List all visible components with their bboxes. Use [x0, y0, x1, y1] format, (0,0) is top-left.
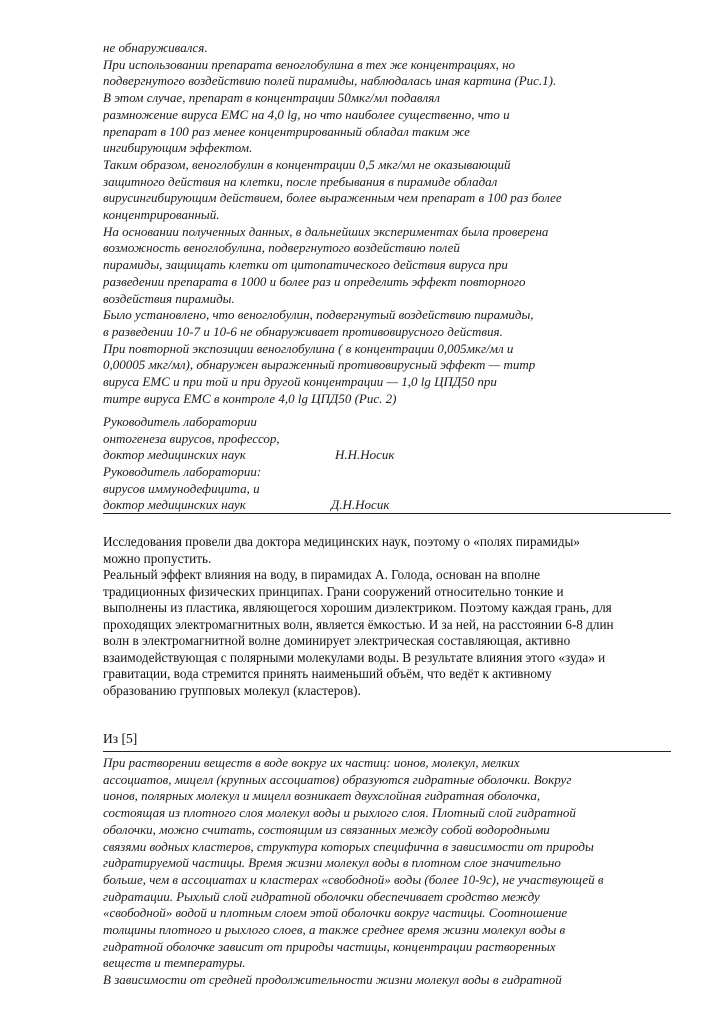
signature-title-line: онтогенеза вирусов, профессор, [103, 430, 280, 446]
commentary-line: волн в электромагнитной волне доминирует электрическая составляющая, активно [103, 633, 571, 648]
report-line: пирамиды, защищать клетки от цитопатического действия вируса при [103, 257, 508, 273]
commentary-line: взаимодействующая с полярными молекулами воды. В результате влияния этого «зуда» и [103, 649, 606, 665]
signature-name: Н.Н.Носик [335, 447, 395, 463]
report-line: разведении препарата в 1000 и более раз и определить эффект повторного [103, 273, 526, 289]
commentary-line: образованию групповых молекул (кластеров). [103, 682, 361, 698]
signature-title-text: доктор медицинских наук [103, 447, 246, 463]
quote-line: ионов, полярных молекул и мицелл возникает двухслойная гидратная оболочка, [103, 788, 541, 804]
report-line: вирусингибирующим действием, более выраженным чем препарат в 100 раз более [103, 190, 562, 206]
signature-block-2 [103, 464, 675, 514]
quote-text [103, 755, 675, 989]
report-line: На основании полученных данных, в дальнейших экспериментах была проверена [103, 223, 549, 239]
report-line: Было установлено, что веноглобулин, подвергнутый воздействию пирамиды, [103, 307, 534, 323]
quote-line: «свободной» водой и плотным слоем этой оболочки вокруг частицы. Соотношение [103, 905, 568, 921]
report-line: В этом случае, препарат в концентрации 50мкг/мл подавлял [103, 90, 440, 106]
report-line: ингибирующим эффектом. [103, 140, 253, 156]
commentary-line: гравитации, вода стремится принять наименьший объём, что ведёт к активному [103, 666, 552, 681]
report-text [103, 40, 675, 407]
quote-line: толщины плотного и рыхлого слоев, а также среднее время жизни молекул воды в [103, 922, 566, 938]
report-line: 0,00005 мкг/мл), обнаружен выраженный противовирусный эффект — титр [103, 357, 536, 373]
report-line: не обнаруживался. [103, 40, 208, 55]
signature-title-line: вирусов иммунодефицита, и [103, 480, 260, 496]
report-line: препарат в 100 раз менее концентрированный обладал таким же [103, 123, 470, 139]
quote-line: веществ и температуры. [103, 955, 246, 971]
signature-name: Д.Н.Носик [331, 497, 390, 513]
commentary-line: Реальный эффект влияния на воду, в пирамидах А. Голода, основан на вполне [103, 567, 541, 582]
signature-title-line: Руководитель лаборатории [103, 414, 257, 429]
quote-line: связями водных кластеров, структура которых специфична в зависимости от природы [103, 838, 594, 854]
signature-title-line [103, 497, 675, 514]
report-line: концентрированный. [103, 207, 220, 223]
quote-line: гидратации. Рыхлый слой гидратной оболочки обеспечивает сродство между [103, 888, 540, 904]
report-line: защитного действия на клетки, после пребывания в пирамиде обладал [103, 173, 498, 189]
commentary-text [103, 534, 675, 699]
report-line: возможность веноглобулина, подвергнутого воздействию полей [103, 240, 460, 256]
commentary-line: проходящих электромагнитных волн, является ёмкостью. И за ней, на расстоянии 6-8 длин [103, 616, 614, 632]
quote-line: состоящая из плотного слоя молекул воды и рыхлого слоя. Плотный слой гидратной [103, 805, 576, 821]
commentary-line: можно пропустить. [103, 550, 212, 566]
report-line: размножение вируса ЕМС на 4,0 lg, но что наиболее существенно, что и [103, 106, 510, 122]
commentary-line: традиционных физических принципах. Грани сооружений относительно тонкие и [103, 583, 564, 599]
report-line: в разведении 10-7 и 10-6 не обнаруживает противовирусного действия. [103, 323, 503, 339]
signature-title-line: Руководитель лаборатории: [103, 464, 262, 479]
divider [103, 751, 671, 752]
quote-line: оболочки, можно считать, состоящим из связанных между собой водородными [103, 821, 550, 837]
quote-heading: Из [5] [103, 731, 138, 746]
quote-line: В зависимости от средней продолжительности жизни молекул воды в гидратной [103, 972, 562, 988]
signature-block-1 [103, 414, 675, 464]
commentary-line: выполнены из пластика, являющегося хорошим диэлектриком. Поэтому каждая грань, для [103, 600, 612, 615]
report-line: При повторной экспозиции веноглобулина ( в концентрации 0,005мкг/мл и [103, 340, 514, 356]
quote-line: гидратируемой частицы. Время жизни молекул воды в плотном слое значительно [103, 855, 561, 871]
report-line: подвергнутого воздействию полей пирамиды, наблюдалась иная картина (Рис.1). [103, 73, 557, 89]
divider [103, 513, 671, 514]
report-line: вируса ЕМС и при той и при другой концентрации — 1,0 lg ЦПД50 при [103, 374, 497, 390]
report-line: воздействия пирамиды. [103, 290, 235, 306]
report-line: титре вируса ЕМС в контроле 4,0 lg ЦПД50 (Рис. 2) [103, 390, 397, 406]
quote-line: больше, чем в ассоциатах и кластерах «свободной» воды (более 10-9с), не участвующей в [103, 871, 604, 887]
signature-title-text: доктор медицинских наук [103, 497, 246, 513]
report-line: При использовании препарата веноглобулина в тех же концентрациях, но [103, 56, 516, 72]
commentary-line: Исследования провели два доктора медицинских наук, поэтому о «полях пирамиды» [103, 534, 581, 549]
quote-line: При растворении веществ в воде вокруг их частиц: ионов, молекул, мелких [103, 755, 520, 770]
quote-line: гидратной оболочке зависит от природы частицы, концентрации растворенных [103, 938, 556, 954]
signature-title-line [103, 447, 675, 464]
quote-line: ассоциатов, мицелл (крупных ассоциатов) образуются гидратные оболочки. Вокруг [103, 771, 572, 787]
report-line: Таким образом, веноглобулин в концентрации 0,5 мкг/мл не оказывающий [103, 156, 511, 172]
